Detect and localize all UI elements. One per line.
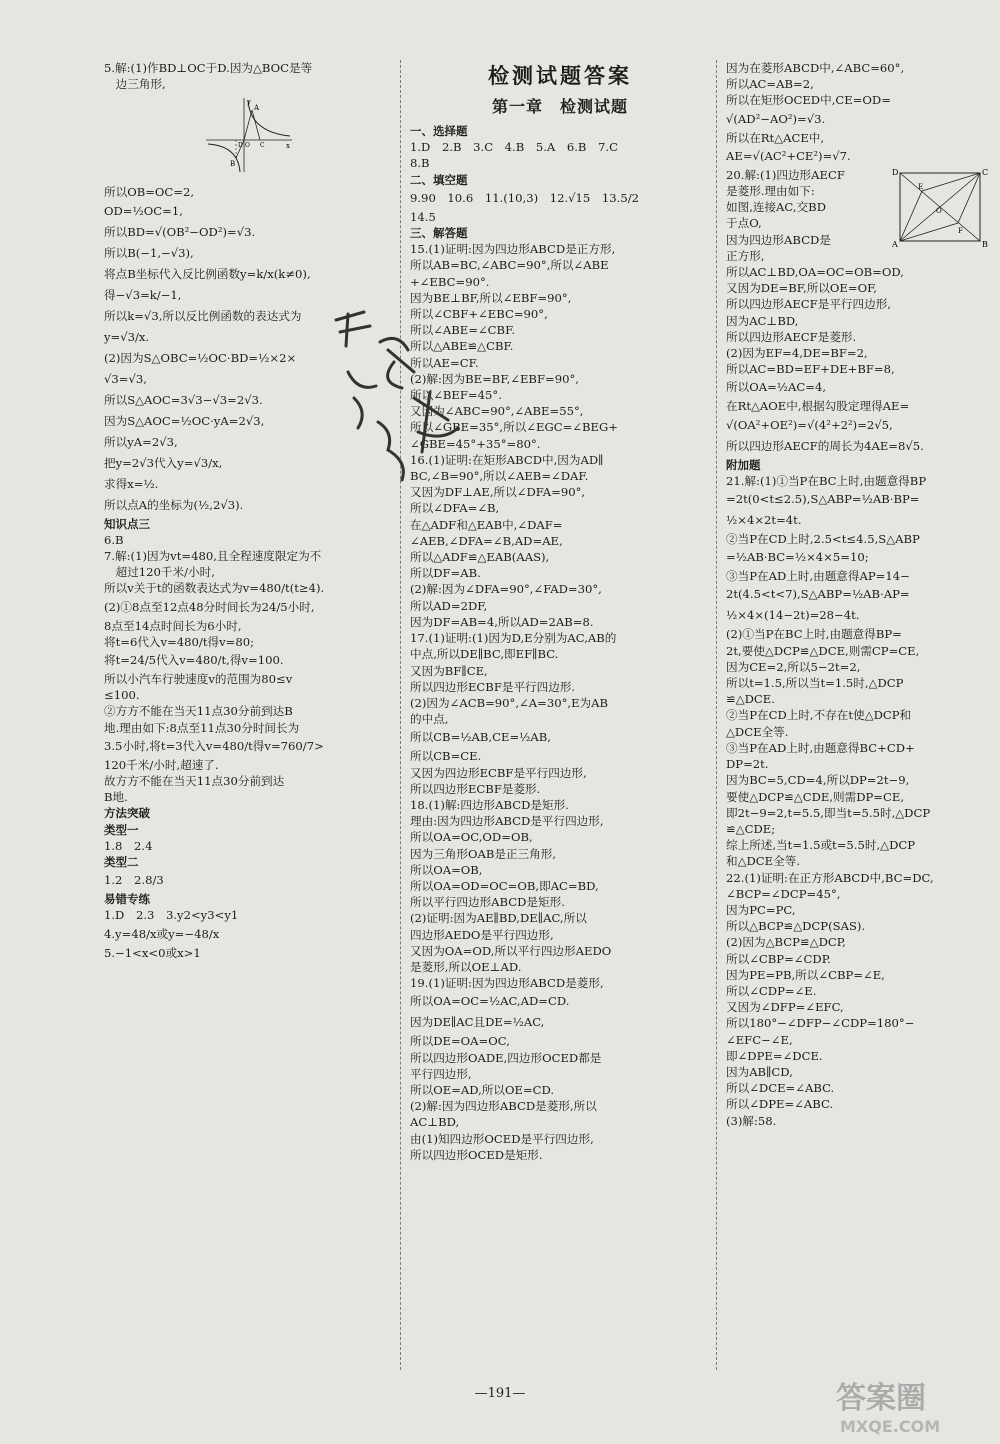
text-line: 22.(1)证明:在正方形ABCD中,BC=DC, (726, 870, 934, 885)
text-line: 所以点A的坐标为(½,2√3). (104, 497, 244, 512)
text-line: 故方方不能在当天11点30分前到达 (104, 774, 285, 789)
text-line: ③当P在AD上时,由题意得AP=14− (726, 569, 910, 584)
text-line: △DCE全等. (726, 724, 789, 739)
text-line: 边三角形, (104, 77, 166, 92)
text-line: 7.解:(1)因为vt=480,且全程速度限定为不 (104, 549, 322, 564)
text-line: 所以四边形ECBF是平行四边形. (410, 679, 576, 694)
text-line: 又因为∠DFP=∠EFC, (726, 1000, 844, 1015)
text-line: 三、解答题 (410, 226, 468, 241)
text-line: 所以OA=OD=OC=OB,即AC=BD, (410, 878, 599, 893)
text-line: AC⊥BD, (410, 1115, 460, 1130)
text-line: 所以∠CBP=∠CDP. (726, 951, 831, 966)
hyperbola-graph (204, 96, 294, 174)
text-line: (2)解:因为四边形ABCD是菱形,所以 (410, 1099, 597, 1114)
text-line: 所以在Rt△ACE中, (726, 130, 825, 145)
text-line: 所以四边形AECF是平行四边形, (726, 297, 891, 312)
text-line: OD=½OC=1, (104, 203, 183, 218)
text-line: 所以k=√3,所以反比例函数的表达式为 (104, 308, 302, 323)
text-line: 所以∠CDP=∠E. (726, 983, 817, 998)
text-line: 因为PC=PC, (726, 902, 796, 917)
text-line: 的中点, (410, 712, 449, 727)
column-divider (716, 60, 717, 1370)
text-line: 9.90 10.6 11.(10,3) 12.√15 13.5/2 (410, 190, 639, 205)
text-line: 因为AB∥CD, (726, 1064, 793, 1079)
text-line: 即2t−9=2,t=5.5,即当t=5.5时,△DCP (726, 805, 931, 820)
text-line: 由(1)知四边形OCED是平行四边形, (410, 1131, 594, 1146)
text-line: 所以B(−1,−√3), (104, 245, 194, 260)
column-divider (400, 60, 401, 1370)
text-line: DP=2t. (726, 757, 769, 772)
text-line: 类型一 (104, 822, 139, 837)
text-line: 将t=6代入v=480/t得v=80; (104, 634, 255, 649)
text-line: 所以S△AOC=3√3−√3=2√3. (104, 392, 263, 407)
svg-text:O: O (245, 142, 250, 150)
text-line: 正方形, (726, 248, 765, 263)
svg-text:E: E (918, 182, 924, 191)
text-line: =½AB·BC=½×4×5=10; (726, 550, 869, 565)
text-line: 所以∠DCE=∠ABC. (726, 1081, 835, 1096)
text-line: BC,∠B=90°,所以∠AEB=∠DAF. (410, 469, 589, 484)
text-line: =2t(0<t≤2.5),S△ABP=½AB·BP= (726, 492, 920, 507)
text-line: (2)①当P在BC上时,由题意得BP= (726, 627, 902, 642)
svg-text:O: O (936, 206, 942, 215)
text-line: 类型二 (104, 855, 139, 870)
text-line: 易错专练 (104, 892, 150, 907)
text-line: (3)解:58. (726, 1113, 777, 1128)
text-line: 20.解:(1)四边形AECF (726, 167, 845, 182)
text-line: 4.y=48/x或y=−48/x (104, 926, 220, 941)
text-line: 所以OA=OB, (410, 862, 483, 877)
svg-text:F: F (958, 226, 963, 235)
text-line: (2)解:因为∠DFA=90°,∠FAD=30°, (410, 582, 602, 597)
text-line: ②方方不能在当天11点30分前到达B (104, 704, 293, 719)
text-line: ∠AEB,∠DFA=∠B,AD=AE, (410, 533, 563, 548)
text-line: 8.B (410, 156, 430, 171)
text-line: 所以v关于t的函数表达式为v=480/t(t≥4). (104, 581, 325, 596)
text-line: 又因为DE=BF,所以OE=OF, (726, 281, 877, 296)
text-line: 所以OB=OC=2, (104, 185, 195, 200)
text-line: 14.5 (410, 209, 436, 224)
text-line: 所以CB=CE. (410, 749, 482, 764)
text-line: 所以AC=AB=2, (726, 77, 814, 92)
text-line: ≌△DCE. (726, 692, 775, 707)
text-line: 在Rt△AOE中,根据勾股定理得AE= (726, 399, 910, 414)
text-line: 又因为OA=OD,所以平行四边形AEDO (410, 943, 612, 958)
text-line: 因为BE⊥BF,所以∠EBF=90°, (410, 290, 572, 305)
text-line: 所以∠ABE=∠CBF. (410, 323, 515, 338)
text-line: ½×4×(14−2t)=28−4t. (726, 608, 860, 623)
text-line: (2)因为S△OBC=½OC·BD=½×2× (104, 350, 297, 365)
text-line: 3.5小时,将t=3代入v=480/t得v=760/7> (104, 738, 324, 753)
text-line: 是菱形,所以OE⊥AD. (410, 959, 522, 974)
text-line: 因为AC⊥BD, (726, 313, 799, 328)
text-line: 所以平行四边形ABCD是矩形. (410, 895, 565, 910)
text-line: 所以BD=√(OB²−OD²)=√3. (104, 224, 256, 239)
chapter-title: 第一章 检测试题 (491, 97, 628, 116)
text-line: 方法突破 (104, 806, 150, 821)
text-line: 1.D 2.B 3.C 4.B 5.A 6.B 7.C (410, 140, 618, 155)
svg-text:B: B (230, 160, 236, 169)
svg-text:A: A (892, 239, 898, 247)
svg-text:y: y (247, 98, 251, 107)
text-line: 四边形AEDO是平行四边形, (410, 927, 554, 942)
text-line: 所以四边形AECF的周长为4AE=8√5. (726, 438, 924, 453)
text-line: 所以AC⊥BD,OA=OC=OB=OD, (726, 265, 904, 280)
watermark-logo (818, 1368, 988, 1438)
text-line: 所以四边形OCED是矩形. (410, 1147, 543, 1162)
text-line: 中点,所以DE∥BC,即EF∥BC. (410, 647, 559, 662)
right-lines-top (726, 60, 988, 167)
text-line: 综上所述,当t=1.5或t=5.5时,△DCP (726, 838, 916, 853)
text-line: ②当P在CD上时,2.5<t≤4.5,S△ABP (726, 532, 920, 547)
svg-text:MXQE.COM: MXQE.COM (840, 1417, 941, 1436)
text-line: (2)①8点至12点48分时间长为24/5小时, (104, 599, 315, 614)
text-line: 所以四边形OADE,四边形OCED都是 (410, 1050, 602, 1065)
text-line: 因为DE∥AC且DE=½AC, (410, 1015, 545, 1030)
text-line: 又因为BF∥CE, (410, 663, 488, 678)
handwritten-stamp (318, 302, 478, 502)
text-line: ②当P在CD上时,不存在t使△DCP和 (726, 708, 912, 723)
text-line: 2t(4.5<t<7),S△ABP=½AB·AP= (726, 587, 910, 602)
text-line: 所以小汽车行驶速度v的范围为80≤v (104, 672, 293, 687)
text-line: 19.(1)证明:因为四边形ABCD是菱形, (410, 976, 604, 991)
text-line: 所以OA=½AC=4, (726, 380, 827, 395)
text-line: 因为BC=5,CD=4,所以DP=2t−9, (726, 773, 910, 788)
text-line: 超过120千米/小时, (104, 565, 215, 580)
text-line: 所以t=1.5,所以当t=1.5时,△DCP (726, 676, 904, 691)
text-line: B地. (104, 790, 128, 805)
text-line: 在△ADF和△EAB中,∠DAF= (410, 517, 563, 532)
svg-text:A: A (254, 104, 260, 113)
text-line: 又因为∠ABC=90°,∠ABE=55°, (410, 404, 584, 419)
middle-lines (410, 123, 710, 1163)
right-lines-rest (726, 264, 988, 1129)
text-line: 要使△DCP≌△CDE,则需DP=CE, (726, 789, 905, 804)
text-line: √3=√3, (104, 371, 147, 386)
text-line: 附加题 (726, 457, 761, 472)
text-line: ½×4×2t=4t. (726, 513, 802, 528)
text-line: 因为S△AOC=½OC·yA=2√3, (104, 413, 265, 428)
text-line: 所以DE=OA=OC, (410, 1034, 510, 1049)
text-line: 所以CB=½AB,CE=½AB, (410, 730, 551, 745)
text-line: 所以OA=OC=½AC,AD=CD. (410, 994, 570, 1009)
text-line: 所以在矩形OCED中,CE=OD= (726, 93, 891, 108)
page-number: —191— (474, 1386, 526, 1401)
text-line: 所以AC=BD=EF+DE+BF=8, (726, 362, 895, 377)
text-line: 所以OA=OC,OD=OB, (410, 830, 533, 845)
text-line: 和△DCE全等. (726, 854, 801, 869)
text-line: 又因为DF⊥AE,所以∠DFA=90°, (410, 485, 586, 500)
text-line: 所以四边形AECF是菱形. (726, 329, 857, 344)
text-line: 所以AB=BC,∠ABC=90°,所以∠ABE (410, 258, 609, 273)
text-line: 一、选择题 (410, 124, 468, 138)
text-line: 即∠DPE=∠DCE. (726, 1048, 823, 1063)
text-line: 得−√3=k/−1, (104, 287, 182, 302)
text-line: 知识点三 (104, 516, 150, 531)
text-line: 所以DF=AB. (410, 566, 481, 581)
text-line: 8点至14点时间长为6小时, (104, 618, 242, 633)
text-line: 5.解:(1)作BD⊥OC于D.因为△BOC是等 (104, 61, 313, 75)
text-line: 因为PE=PB,所以∠CBP=∠E, (726, 967, 885, 982)
text-line: √(AD²−AO²)=√3. (726, 111, 826, 126)
text-line: 将点B坐标代入反比例函数y=k/x(k≠0), (104, 266, 311, 281)
text-line: (2)证明:因为AE∥BD,DE∥AC,所以 (410, 911, 587, 926)
text-line: 5.−1<x<0或x>1 (104, 945, 201, 960)
text-line: 地.理由如下:8点至11点30分时间长为 (104, 720, 300, 735)
text-line: 因为DF=AB=4,所以AD=2AB=8. (410, 614, 594, 629)
text-line: 将t=24/5代入v=480/t,得v=100. (104, 653, 284, 668)
svg-text:C: C (260, 142, 265, 150)
text-line: 把y=2√3代入y=√3/x, (104, 455, 223, 470)
text-line: 21.解:(1)①当P在BC上时,由题意得BP (726, 473, 927, 488)
text-line: 所以∠GBE=35°,所以∠EGC=∠BEG+ (410, 420, 618, 435)
text-line: 1.2 2.8/3 (104, 873, 164, 888)
text-line: 15.(1)证明:因为四边形ABCD是正方形, (410, 242, 616, 257)
text-line: 因为四边形ABCD是 (726, 232, 831, 247)
middle-column (410, 60, 710, 1163)
text-line: ∠GBE=45°+35°=80°. (410, 436, 541, 451)
svg-text:x: x (286, 142, 290, 151)
text-line: ≤100. (104, 688, 140, 703)
text-line: 因为三角形OAB是正三角形, (410, 846, 557, 861)
text-line: 于点O, (726, 216, 762, 231)
square-figure (892, 167, 988, 247)
text-line: ∠BCP=∠DCP=45°, (726, 886, 841, 901)
text-line: 所以yA=2√3, (104, 434, 178, 449)
svg-text:答案圈: 答案圈 (836, 1381, 926, 1416)
text-line: 所以∠DPE=∠ABC. (726, 1097, 834, 1112)
text-line: y=√3/x. (104, 329, 150, 344)
text-line: 1.8 2.4 (104, 838, 153, 853)
text-line: (2)因为△BCP≌△DCP, (726, 935, 846, 950)
text-line: 所以△BCP≌△DCP(SAS). (726, 919, 866, 934)
text-line: 所以∠BEF=45°. (410, 388, 502, 403)
text-line: 平行四边形, (410, 1066, 472, 1081)
text-line: 又因为四边形ECBF是平行四边形, (410, 765, 587, 780)
text-line: 所以△ABE≌△CBF. (410, 339, 514, 354)
text-line: 所以AE=CF. (410, 355, 479, 370)
text-line: 如图,连接AC,交BD (726, 200, 826, 215)
text-line: (2)因为∠ACB=90°,∠A=30°,E为AB (410, 695, 609, 710)
text-line: 2t,要使△DCP≌△DCE,则需CP=CE, (726, 643, 920, 658)
svg-text:D: D (238, 142, 243, 150)
text-line: (2)解:因为BE=BF,∠EBF=90°, (410, 371, 579, 386)
text-line: +∠EBC=90°. (410, 274, 490, 289)
text-line: (2)因为EF=4,DE=BF=2, (726, 346, 868, 361)
text-line: 18.(1)解:四边形ABCD是矩形. (410, 797, 569, 812)
text-line: ∠EFC−∠E, (726, 1032, 793, 1047)
text-line: ③当P在AD上时,由题意得BC+CD+ (726, 740, 915, 755)
text-line: 求得x=½. (104, 476, 159, 491)
text-line: 所以180°−∠DFP−∠CDP=180°− (726, 1016, 915, 1031)
text-line: √(OA²+OE²)=√(4²+2²)=2√5, (726, 417, 893, 432)
text-line: 因为CE=2,所以5−2t=2, (726, 659, 861, 674)
text-line: 6.B (104, 532, 124, 547)
text-line: 是菱形.理由如下: (726, 184, 815, 199)
text-line: 16.(1)证明:在矩形ABCD中,因为AD∥ (410, 452, 604, 467)
text-line: 所以△ADF≌△EAB(AAS), (410, 550, 550, 565)
text-line: 理由:因为四边形ABCD是平行四边形, (410, 814, 604, 829)
text-line: 所以∠CBF+∠EBC=90°, (410, 307, 548, 322)
text-line: AE=√(AC²+CE²)=√7. (726, 148, 851, 163)
svg-text:C: C (982, 167, 988, 177)
text-line: 120千米/小时,超速了. (104, 757, 219, 772)
page-title: 检测试题答案 (488, 64, 632, 88)
text-line: ≌△CDE; (726, 821, 776, 836)
text-line: 所以∠DFA=∠B, (410, 501, 500, 516)
text-line: 17.(1)证明:(1)因为D,E分别为AC,AB的 (410, 631, 617, 646)
text-line: 所以AD=2DF, (410, 598, 488, 613)
text-line: 所以四边形ECBF是菱形. (410, 781, 541, 796)
svg-text:D: D (892, 167, 899, 177)
left-column (104, 60, 394, 961)
svg-text:B: B (982, 239, 988, 247)
text-line: 所以OE=AD,所以OE=CD. (410, 1082, 555, 1097)
right-column (726, 60, 988, 1129)
text-line: 二、填空题 (410, 172, 468, 187)
text-line: 因为在菱形ABCD中,∠ABC=60°, (726, 61, 905, 75)
text-line: 1.D 2.3 3.y2<y3<y1 (104, 908, 239, 923)
